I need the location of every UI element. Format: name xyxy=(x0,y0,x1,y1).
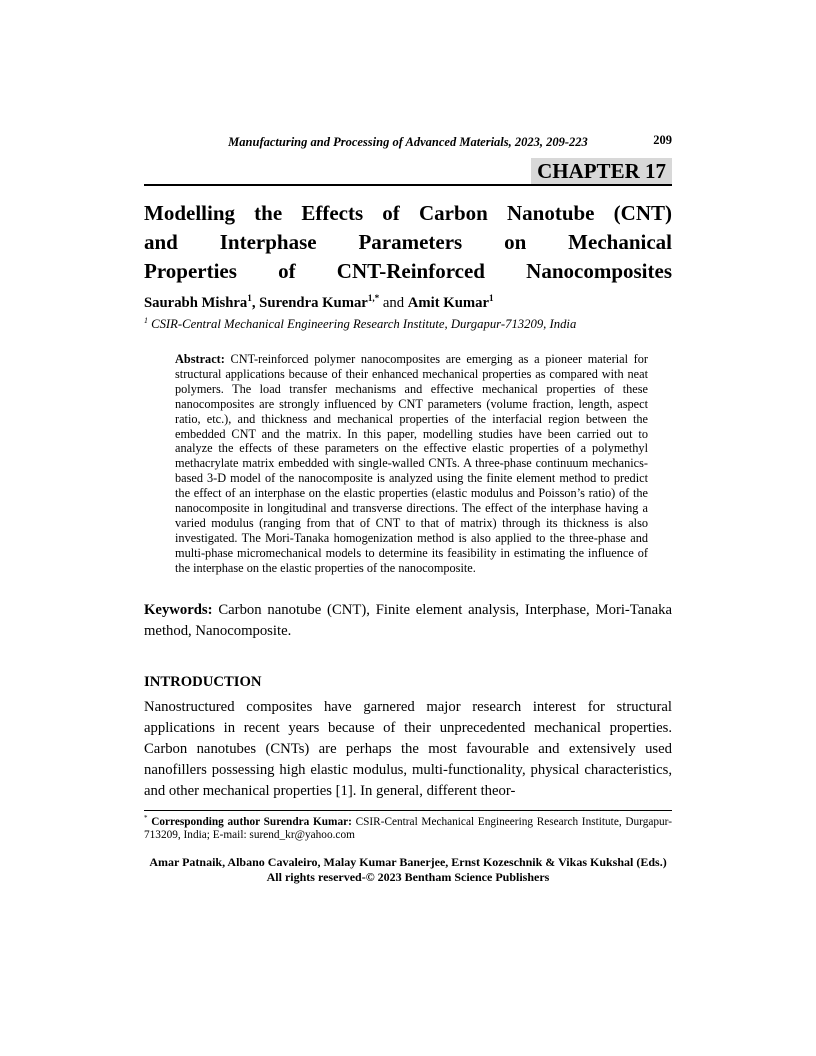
affiliation-superscript: 1 xyxy=(144,315,148,325)
author-1-superscript: 1 xyxy=(247,293,252,304)
page-footer xyxy=(144,855,672,885)
introduction-heading: INTRODUCTION xyxy=(144,673,262,690)
authors-conjunction: and xyxy=(379,295,408,311)
footnote xyxy=(144,810,672,844)
affiliation-line xyxy=(144,317,672,332)
chapter-title-line-1: Modelling the Effects of Carbon Nanotube (CNT) xyxy=(144,201,672,225)
chapter-label: CHAPTER 17 xyxy=(531,158,672,184)
chapter-title xyxy=(144,199,672,286)
journal-citation: Manufacturing and Processing of Advanced Materials, 2023, 209-223 xyxy=(228,135,588,149)
keywords-label: Keywords: xyxy=(144,601,213,618)
abstract-label: Abstract: xyxy=(175,352,225,366)
affiliation-text: CSIR-Central Mechanical Engineering Research Institute, Durgapur-713209, India xyxy=(147,317,577,331)
introduction-paragraph: Nanostructured composites have garnered major research interest for structural applications in recent years because of their unprecedented mechanical properties. Carbon nanotubes (CNTs) are perhaps the most favourable and extensively used nanofillers possessing high elastic modulus, multi-functionality, physical characteristics, and other mechanical properties [1]. In general, different theor- xyxy=(144,698,672,799)
editors-line: Amar Patnaik, Albano Cavaleiro, Malay Kumar Banerjee, Ernst Kozeschnik & Vikas Kukshal (Eds.) xyxy=(149,855,667,870)
author-3-name: Amit Kumar xyxy=(407,295,489,311)
author-2-superscript: 1,* xyxy=(367,293,380,304)
footnote-corresponding-author: Corresponding author Surendra Kumar: xyxy=(147,815,352,828)
chapter-row xyxy=(144,158,672,186)
authors-line xyxy=(144,294,672,312)
chapter-title-line-2: and Interphase Parameters on Mechanical xyxy=(144,230,672,254)
footnote-asterisk: * xyxy=(144,813,148,822)
page-number: 209 xyxy=(653,133,672,147)
author-2-name: Surendra Kumar xyxy=(259,295,368,311)
page-header xyxy=(144,133,672,149)
abstract-text: CNT-reinforced polymer nanocomposites are emerging as a pioneer material for structural applications because of their enhanced mechanical properties as compared with neat polymers. The load transfer mechanisms and effective mechanical properties of these nanocomposites are strongly influenced by CNT parameters (volume fraction, length, aspect ratio, etc.), and thickness and mechanical properties of the interfacial region between the embedded CNT and the matrix. In this paper, modelling studies have been carried out to analyze the effects of these parameters on the effective elastic properties of a polymethyl methacrylate matrix embedded with single-walled CNTs. A three-phase continuum mechanics-based 3-D model of the nanocomposite is analyzed using the finite element method to predict the effect of an interphase on the elastic properties (elastic modulus and Poisson’s ratio) of the nanocomposite in longitudinal and transverse directions. The effect of the interphase having a varied modulus (ranging from that of CNT to that of matrix) through its thickness is also investigated. The Mori-Tanaka homogenization method is also applied to the three-phase and multi-phase micromechanical models to determine its feasibility in estimating the influence of the interphase on the elastic properties of the nanocomposite. xyxy=(175,352,648,575)
keywords xyxy=(144,600,672,642)
author-1-name: Saurabh Mishra xyxy=(144,295,248,311)
author-separator: , xyxy=(251,295,260,311)
keywords-text: Carbon nanotube (CNT), Finite element analysis, Interphase, Mori-Tanaka method, Nanocomposite. xyxy=(144,601,672,639)
rights-line: All rights reserved-© 2023 Bentham Science Publishers xyxy=(266,870,550,885)
author-3-superscript: 1 xyxy=(488,293,494,304)
chapter-title-line-3: Properties of CNT-Reinforced Nanocomposites xyxy=(144,259,672,283)
abstract xyxy=(175,352,648,576)
footnote-text: CSIR-Central Mechanical Engineering Research Institute, Durgapur-713209, India; E-mail: surend_kr@yahoo.com xyxy=(144,815,672,842)
